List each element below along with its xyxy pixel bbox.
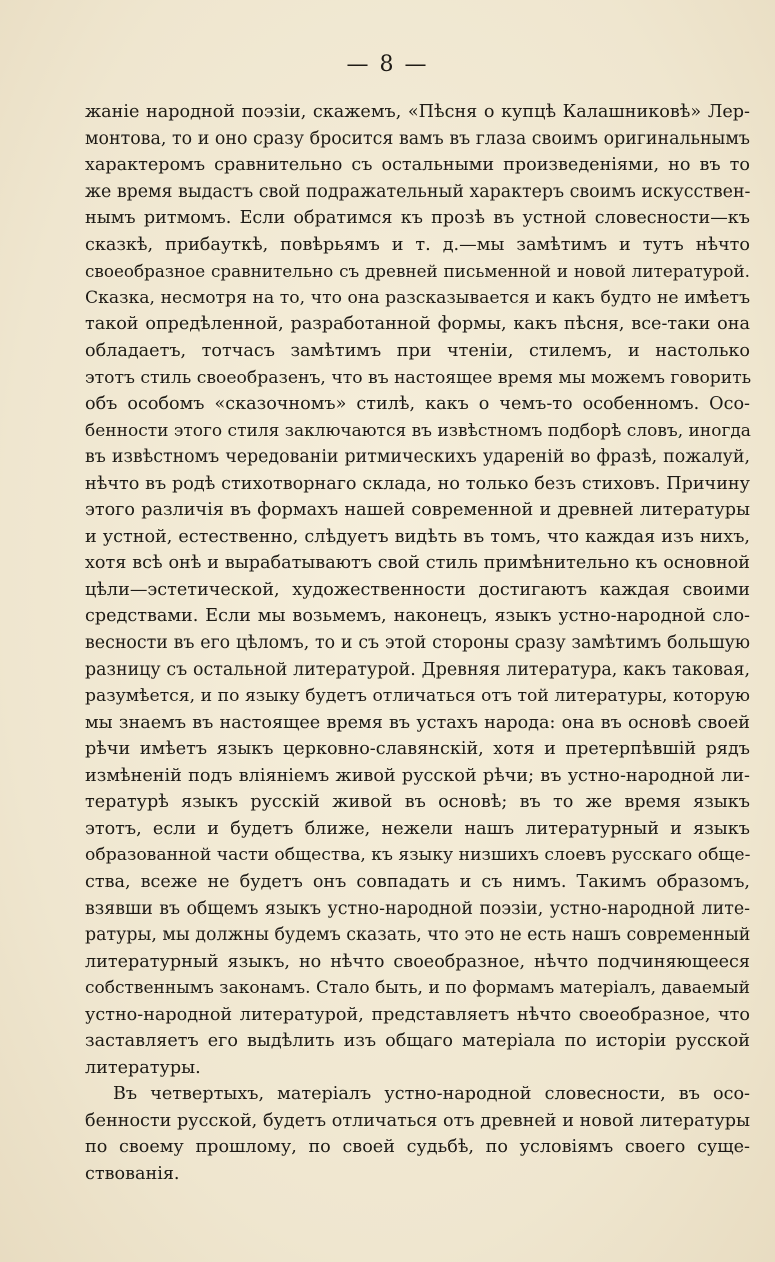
text-line: Сказка, несмотря на то, что она разсказывается и какъ будто не имѣетъ [85,287,750,308]
text-line: ратуры, мы должны будемъ сказать, что это не есть нашъ современный [85,925,751,946]
text-line: литературный языкъ, но нѣчто своеобразное, нѣчто подчиняющееся [85,951,750,972]
text-line: и устной, естественно, слѣдуетъ видѣть въ томъ, что каждая изъ нихъ, [85,526,750,547]
text-line: же время выдастъ свой подражательный характеръ своимъ искусствен- [85,181,751,202]
text-line: тературѣ языкъ русскій живой въ основѣ; въ то же время языкъ [85,792,750,813]
text-line: измѣненій подъ вліяніемъ живой русской рѣчи; въ устно-народной ли- [85,765,750,786]
page-number: — 8 — [346,52,429,77]
text-line: цѣли—эстетической, художественности достигаютъ каждая своими [85,579,750,600]
text-line: собственнымъ законамъ. Стало быть, и по формамъ матеріалъ, даваемый [85,978,750,999]
text-line: нѣчто въ родѣ стихотворнаго склада, но только безъ стиховъ. Причину [85,473,750,494]
text-line: разницу съ остальной литературой. Древняя литература, какъ таковая, [85,659,750,680]
text-line: бенности этого стиля заключаются въ извѣстномъ подборѣ словъ, иногда [85,420,751,441]
text-line: устно-народной литературой, представляетъ нѣчто своеобразное, что [85,1004,750,1025]
text-line: взявши въ общемъ языкъ устно-народной поэзіи, устно-народной лите- [85,898,750,919]
text-line: этотъ стиль своеобразенъ, что въ настоящее время мы можемъ говорить [85,367,752,388]
text-line: нымъ ритмомъ. Если обратимся къ прозѣ въ устной словесности—къ [85,208,750,229]
text-line: рѣчи имѣетъ языкъ церковно-славянскій, хотя и претерпѣвшій рядъ [85,739,750,760]
text-line: этого различія въ формахъ нашей современной и древней литературы [85,500,750,521]
text-line: литературы. [85,1057,201,1078]
text-line: такой опредѣленной, разработанной формы, какъ пѣсня, все-таки она [85,314,750,335]
text-line: ства, всеже не будетъ онъ совпадать и съ нимъ. Такимъ образомъ, [85,871,750,892]
text-line: сказкѣ, прибауткѣ, повѣрьямъ и т. д.—мы замѣтимъ и тутъ нѣчто [85,234,750,255]
text-line: хотя всѣ онѣ и вырабатываютъ свой стиль примѣнительно къ основной [85,553,750,574]
text-line: монтова, то и оно сразу бросится вамъ въ глаза своимъ оригинальнымъ [85,128,750,149]
text-line: въ извѣстномъ чередованіи ритмическихъ удареній во фразѣ, пожалуй, [85,447,750,468]
text-line: Въ четвертыхъ, матеріалъ устно-народной словесности, въ осо- [113,1084,750,1105]
text-line: заставляетъ его выдѣлить изъ общаго матеріала по исторіи русской [85,1031,750,1052]
text-line: разумѣется, и по языку будетъ отличаться отъ той литературы, которую [85,686,750,707]
text-line: объ особомъ «сказочномъ» стилѣ, какъ о чемъ-то особенномъ. Осо- [85,394,750,415]
text-line: обладаетъ, тотчасъ замѣтимъ при чтеніи, стилемъ, и настолько [85,340,750,361]
text-line: ствованія. [85,1164,180,1184]
text-line: этотъ, если и будетъ ближе, нежели нашъ литературный и языкъ [85,818,750,839]
text-line: характеромъ сравнительно съ остальными произведеніями, но въ то [85,155,750,176]
text-line: образованной части общества, къ языку низшихъ слоевъ русскаго обще- [85,845,751,866]
text-line: по своему прошлому, по своей судьбѣ, по условіямъ своего суще- [85,1137,750,1158]
text-line: жаніе народной поэзіи, скажемъ, «Пѣсня о купцѣ Калашниковѣ» Лер- [85,102,750,122]
text-line: бенности русской, будетъ отличаться отъ древней и новой литературы [85,1110,750,1131]
text-line: мы знаемъ въ настоящее время въ устахъ народа: она въ основѣ своей [85,712,750,733]
text-line: средствами. Если мы возьмемъ, наконецъ, языкъ устно-народной сло- [85,606,750,627]
text-line: своеобразное сравнительно съ древней письменной и новой литературой. [85,261,750,282]
text-line: весности въ его цѣломъ, то и съ этой стороны сразу замѣтимъ большую [85,633,750,653]
